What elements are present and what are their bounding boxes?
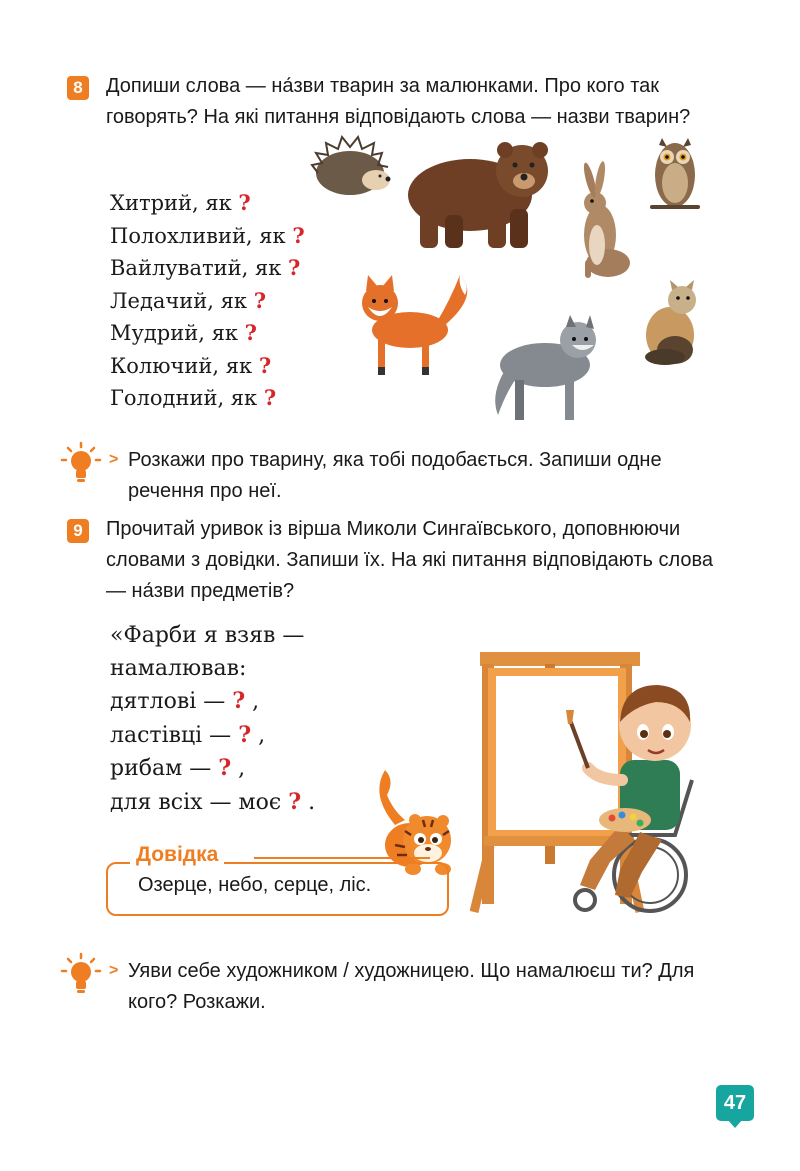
phrase-line: Вайлуватий, як ?: [110, 255, 301, 280]
owl-image: [650, 138, 700, 209]
hare-image: [581, 161, 630, 278]
poem-line: «Фарби я взяв —: [110, 623, 305, 648]
poem-line: для всіх — моє ? .: [110, 788, 316, 815]
tip-arrow-icon: >: [109, 962, 119, 979]
task-number-9: 9: [67, 519, 89, 543]
task-number-8: 8: [67, 76, 89, 100]
task-9-instructions: Прочитай уривок із вірша Миколи Сингаївського, доповнюючи словами з довідки. Запиши їх. На які питання відповідають слова — на́зви предметів?: [106, 518, 713, 602]
fox-image: [362, 275, 467, 375]
poem-line: рибам — ? ,: [110, 755, 246, 781]
poem-line: дятлові — ? ,: [110, 688, 260, 714]
tip-arrow-icon: >: [109, 451, 119, 468]
hedgehog-image: [312, 137, 391, 195]
tip-2-text: Уяви себе художником / художницею. Що намалюєш ти? Для кого? Розкажи.: [128, 960, 695, 1013]
boy-painting-image: [470, 640, 730, 920]
cat-image: [645, 280, 696, 365]
animals-illustration: [310, 135, 750, 430]
poem-line: намалював:: [110, 655, 247, 681]
poem: [110, 620, 315, 819]
lightbulb-icon: [58, 951, 104, 995]
tip-1-text: Розкажи про тварину, яка тобі подобається. Запиши одне речення про неї.: [128, 449, 662, 502]
phrase-line: Мудрий, як ?: [110, 320, 257, 345]
dovidka-words: Озерце, небо, серце, ліс.: [138, 874, 372, 896]
phrase-line: Полохливий, як ?: [110, 222, 305, 248]
dovidka-title: Довідка: [130, 843, 224, 867]
wolf-image: [495, 315, 596, 420]
phrase-line: Голодний, як ?: [110, 385, 277, 410]
phrase-line: Ледачий, як ?: [110, 287, 267, 313]
task-8-phrases: [110, 187, 305, 415]
poem-line: ластівці — ? ,: [110, 721, 266, 748]
phrase-line: Колючий, як ?: [110, 352, 272, 378]
page-badge-pointer-icon: [727, 1119, 743, 1129]
bear-image: [408, 142, 548, 248]
phrase-line: Хитрий, як ?: [110, 190, 251, 215]
page-number-badge: 47: [716, 1085, 754, 1121]
dovidka-divider: [254, 857, 430, 859]
lightbulb-icon: [58, 440, 104, 484]
task-8-instructions: Допиши слова — на́зви тварин за малюнками. Про кого так говорять? На які питання відповідають слова — назви тварин?: [106, 75, 691, 128]
